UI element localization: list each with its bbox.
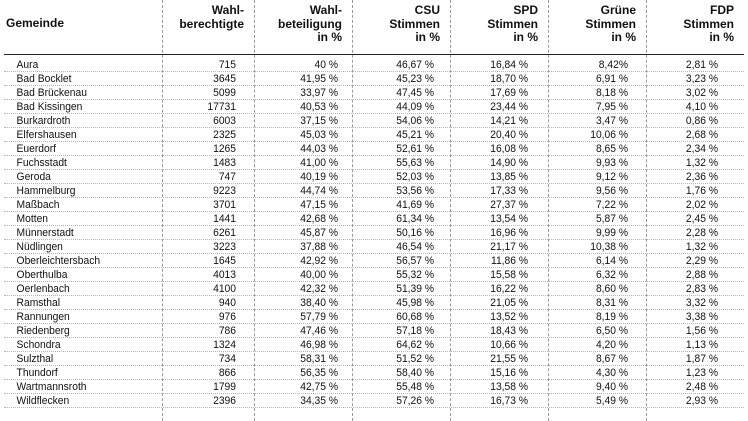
cell-spd: 17,69 % [490,87,529,99]
row-divider [4,407,744,408]
header-gemeinde-label: Gemeinde [6,16,65,30]
cell-gruene: 9,40 % [595,381,629,393]
cell-gruene: 7,22 % [595,199,629,211]
header-csu [389,4,440,45]
cell-wahlberechtigte: 3223 [213,241,237,253]
header-fdp-line2: Stimmen [683,16,734,31]
cell-gemeinde: Oerlenbach [16,283,70,295]
cell-wahlbeteiligung: 33,97 % [300,87,339,99]
cell-wahlberechtigte: 1441 [213,213,237,225]
cell-csu: 57,18 % [396,325,435,337]
cell-fdp: 1,87 % [685,353,718,365]
cell-gruene: 5,49 % [595,395,629,407]
cell-spd: 16,84 % [490,59,529,71]
cell-wahlbeteiligung: 45,03 % [300,129,339,141]
cell-spd: 14,21 % [490,115,529,127]
cell-gruene: 3,47 % [595,115,629,127]
cell-fdp: 2,68 % [685,129,718,141]
cell-wahlberechtigte: 4013 [213,269,237,281]
header-gruene [585,4,636,45]
cell-gruene: 6,91 % [595,73,629,85]
cell-wahlberechtigte: 786 [218,325,237,337]
cell-gemeinde: Schondra [16,339,61,351]
cell-gruene: 6,14 % [595,255,629,267]
cell-wahlberechtigte: 3701 [213,199,237,211]
cell-csu: 50,16 % [396,227,435,239]
cell-fdp: 0,86 % [685,115,718,127]
cell-fdp: 2,02 % [685,199,718,211]
table-row [0,86,718,100]
cell-wahlbeteiligung: 37,15 % [300,115,339,127]
cell-csu: 47,45 % [396,87,435,99]
cell-spd: 15,16 % [490,367,529,379]
cell-wahlbeteiligung: 40,19 % [300,171,339,183]
cell-gemeinde: Fuchsstadt [16,157,67,169]
cell-gruene: 9,12 % [595,171,629,183]
cell-wahlberechtigte: 866 [218,367,237,379]
cell-fdp: 2,93 % [685,395,718,407]
table-row [0,226,718,240]
cell-gruene: 10,06 % [590,129,629,141]
cell-csu: 53,56 % [396,185,435,197]
cell-csu: 45,21 % [396,129,435,141]
cell-wahlberechtigte: 6003 [213,115,237,127]
cell-gemeinde: Bad Brückenau [16,87,87,99]
cell-fdp: 1,32 % [685,241,718,253]
table-row [0,310,718,324]
cell-fdp: 2,28 % [685,227,718,239]
cell-gemeinde: Riedenberg [16,325,70,337]
header-fdp-line3: in % [709,30,734,44]
header-wahlbeteiligung-line1: Wahl- [309,3,342,17]
cell-wahlbeteiligung: 42,75 % [300,381,339,393]
header-fdp-line1: FDP [710,3,734,17]
cell-fdp: 4,10 % [685,101,718,113]
cell-csu: 55,48 % [396,381,435,393]
header-gruene-line3: in % [611,30,636,44]
table-row [0,380,718,394]
header-spd-line2: Stimmen [487,16,538,31]
cell-csu: 52,61 % [396,143,435,155]
cell-csu: 46,54 % [396,241,435,253]
cell-gruene: 5,87 % [595,213,629,225]
table-row [0,72,718,86]
cell-gemeinde: Nüdlingen [16,241,63,253]
cell-spd: 16,22 % [490,283,529,295]
cell-spd: 11,86 % [490,255,529,267]
cell-spd: 21,55 % [490,353,529,365]
cell-fdp: 1,32 % [685,157,718,169]
cell-wahlberechtigte: 976 [218,311,237,323]
cell-wahlbeteiligung: 34,35 % [300,395,339,407]
cell-gemeinde: Bad Bocklet [16,73,72,85]
cell-gemeinde: Euerdorf [16,143,57,155]
cell-wahlberechtigte: 1799 [213,381,237,393]
cell-spd: 14,90 % [490,157,529,169]
cell-csu: 55,63 % [396,157,435,169]
cell-fdp: 1,56 % [685,325,718,337]
cell-csu: 61,34 % [396,213,435,225]
cell-wahlbeteiligung: 41,95 % [300,73,339,85]
cell-csu: 55,32 % [396,269,435,281]
cell-fdp: 2,88 % [685,269,718,281]
cell-wahlberechtigte: 9223 [213,185,237,197]
cell-wahlberechtigte: 4100 [213,283,237,295]
header-gruene-line2: Stimmen [585,16,636,31]
cell-gemeinde: Sulzthal [16,353,54,365]
cell-wahlbeteiligung: 56,35 % [300,367,339,379]
cell-wahlbeteiligung: 37,88 % [300,241,339,253]
cell-csu: 64,62 % [396,339,435,351]
cell-gemeinde: Oberthulba [16,269,68,281]
cell-csu: 58,40 % [396,367,435,379]
table-row [0,58,718,72]
cell-spd: 15,58 % [490,269,529,281]
cell-wahlberechtigte: 1265 [213,143,237,155]
cell-gemeinde: Münnerstadt [16,227,74,239]
cell-gemeinde: Geroda [16,171,51,183]
cell-gemeinde: Wartmannsroth [16,381,87,393]
cell-spd: 16,73 % [490,395,529,407]
cell-csu: 45,23 % [396,73,435,85]
cell-wahlbeteiligung: 38,40 % [300,297,339,309]
cell-wahlberechtigte: 715 [218,59,237,71]
cell-fdp: 3,23 % [685,73,718,85]
cell-spd: 21,17 % [490,241,529,253]
cell-gemeinde: Burkardroth [16,115,71,127]
cell-gruene: 6,50 % [595,325,629,337]
header-wahlberechtigte [179,4,244,31]
cell-fdp: 2,48 % [685,381,718,393]
table-row [0,352,718,366]
cell-gemeinde: Rannungen [16,311,70,323]
header-gemeinde [6,17,64,31]
cell-csu: 44,09 % [396,101,435,113]
header-csu-line3: in % [415,30,440,44]
header-spd-line1: SPD [513,3,538,17]
table-row [0,268,718,282]
table-row [0,156,718,170]
cell-wahlbeteiligung: 47,15 % [300,199,339,211]
cell-wahlberechtigte: 3645 [213,73,237,85]
cell-csu: 57,26 % [396,395,435,407]
table-row [0,170,718,184]
cell-spd: 20,40 % [490,129,529,141]
cell-wahlbeteiligung: 40,53 % [300,101,339,113]
cell-fdp: 3,38 % [685,311,718,323]
cell-fdp: 3,02 % [685,87,718,99]
cell-gruene: 6,32 % [595,269,629,281]
cell-fdp: 1,23 % [685,367,718,379]
table-row [0,128,718,142]
cell-spd: 18,70 % [490,73,529,85]
cell-gemeinde: Hammelburg [16,185,76,197]
cell-gruene: 4,30 % [595,367,629,379]
cell-csu: 41,69 % [396,199,435,211]
cell-gruene: 8,19 % [595,311,629,323]
table-row [0,212,718,226]
cell-fdp: 1,76 % [685,185,718,197]
cell-wahlberechtigte: 734 [218,353,237,365]
table-row [0,114,718,128]
header-wahlbeteiligung [278,4,342,45]
table-row [0,198,718,212]
cell-csu: 45,98 % [396,297,435,309]
table-row [0,142,718,156]
cell-gemeinde: Bad Kissingen [16,101,83,113]
cell-gemeinde: Maßbach [16,199,60,211]
cell-csu: 56,57 % [396,255,435,267]
header-spd [487,4,538,45]
cell-csu: 51,52 % [396,353,435,365]
header-wahlberechtigte-line1: Wahl- [211,3,244,17]
cell-fdp: 3,32 % [685,297,718,309]
table-row [0,324,718,338]
table-row [0,282,718,296]
table-row [0,254,718,268]
header-fdp [683,4,734,45]
cell-gruene: 9,93 % [595,157,629,169]
header-gruene-line1: Grüne [600,3,636,17]
cell-gruene: 8,67 % [595,353,629,365]
cell-spd: 10,66 % [490,339,529,351]
cell-gruene: 9,56 % [595,185,629,197]
table-row [0,394,718,408]
cell-wahlberechtigte: 6261 [213,227,237,239]
cell-fdp: 2,81 % [685,59,718,71]
table-row [0,240,718,254]
cell-csu: 52,03 % [396,171,435,183]
cell-gruene: 8,18 % [595,87,629,99]
cell-wahlbeteiligung: 42,92 % [300,255,339,267]
header-csu-line1: CSU [414,3,440,17]
cell-wahlbeteiligung: 46,98 % [300,339,339,351]
cell-spd: 13,52 % [490,311,529,323]
cell-wahlberechtigte: 2325 [213,129,237,141]
cell-fdp: 1,13 % [685,339,718,351]
header-spd-line3: in % [513,30,538,44]
cell-spd: 13,85 % [490,171,529,183]
cell-gruene: 10,38 % [590,241,629,253]
cell-fdp: 2,34 % [685,143,718,155]
cell-spd: 16,96 % [490,227,529,239]
cell-fdp: 2,45 % [685,213,718,225]
table-row [0,184,718,198]
table-row [0,366,718,380]
header-wahlbeteiligung-line2: beteiligung [278,16,342,31]
cell-gruene: 8,42% [598,59,629,71]
cell-gemeinde: Motten [16,213,49,225]
cell-spd: 23,44 % [490,101,529,113]
cell-spd: 27,37 % [490,199,529,211]
cell-wahlberechtigte: 17731 [207,101,237,113]
cell-wahlbeteiligung: 47,46 % [300,325,339,337]
cell-csu: 54,06 % [396,115,435,127]
cell-spd: 17,33 % [490,185,529,197]
cell-gemeinde: Oberleichtersbach [16,255,101,267]
cell-wahlberechtigte: 940 [218,297,237,309]
cell-wahlberechtigte: 5099 [213,87,237,99]
cell-wahlberechtigte: 1483 [213,157,237,169]
cell-gruene: 7,95 % [595,101,629,113]
cell-wahlbeteiligung: 42,68 % [300,213,339,225]
cell-wahlberechtigte: 2396 [213,395,237,407]
cell-wahlbeteiligung: 40,00 % [300,269,339,281]
header-wahlberechtigte-line2: berechtigte [179,16,244,31]
table-row [0,100,718,114]
cell-wahlbeteiligung: 44,03 % [300,143,339,155]
cell-wahlbeteiligung: 41,00 % [300,157,339,169]
cell-spd: 13,58 % [490,381,529,393]
cell-spd: 18,43 % [490,325,529,337]
cell-wahlbeteiligung: 44,74 % [300,185,339,197]
cell-wahlbeteiligung: 58,31 % [300,353,339,365]
header-csu-line2: Stimmen [389,16,440,31]
cell-wahlbeteiligung: 42,32 % [300,283,339,295]
cell-gemeinde: Elfershausen [16,129,77,141]
cell-fdp: 2,83 % [685,283,718,295]
cell-csu: 51,39 % [396,283,435,295]
table-row [0,338,718,352]
cell-wahlberechtigte: 1645 [213,255,237,267]
cell-csu: 60,68 % [396,311,435,323]
cell-gruene: 4,20 % [595,339,629,351]
table-row [0,296,718,310]
cell-gruene: 8,31 % [595,297,629,309]
cell-csu: 46,67 % [396,59,435,71]
cell-gruene: 9,99 % [595,227,629,239]
cell-wahlbeteiligung: 40 % [314,59,339,71]
cell-gruene: 8,65 % [595,143,629,155]
cell-wahlbeteiligung: 45,87 % [300,227,339,239]
cell-wahlberechtigte: 1324 [213,339,237,351]
cell-gruene: 8,60 % [595,283,629,295]
cell-spd: 13,54 % [490,213,529,225]
cell-gemeinde: Wildflecken [16,395,70,407]
cell-spd: 16,08 % [490,143,529,155]
cell-wahlberechtigte: 747 [218,171,237,183]
cell-fdp: 2,36 % [685,171,718,183]
header-rule [4,54,744,55]
cell-wahlbeteiligung: 57,79 % [300,311,339,323]
cell-gemeinde: Ramsthal [16,297,61,309]
cell-gemeinde: Aura [16,59,39,71]
cell-fdp: 2,29 % [685,255,718,267]
header-wahlbeteiligung-line3: in % [317,30,342,44]
cell-spd: 21,05 % [490,297,529,309]
cell-gemeinde: Thundorf [16,367,58,379]
